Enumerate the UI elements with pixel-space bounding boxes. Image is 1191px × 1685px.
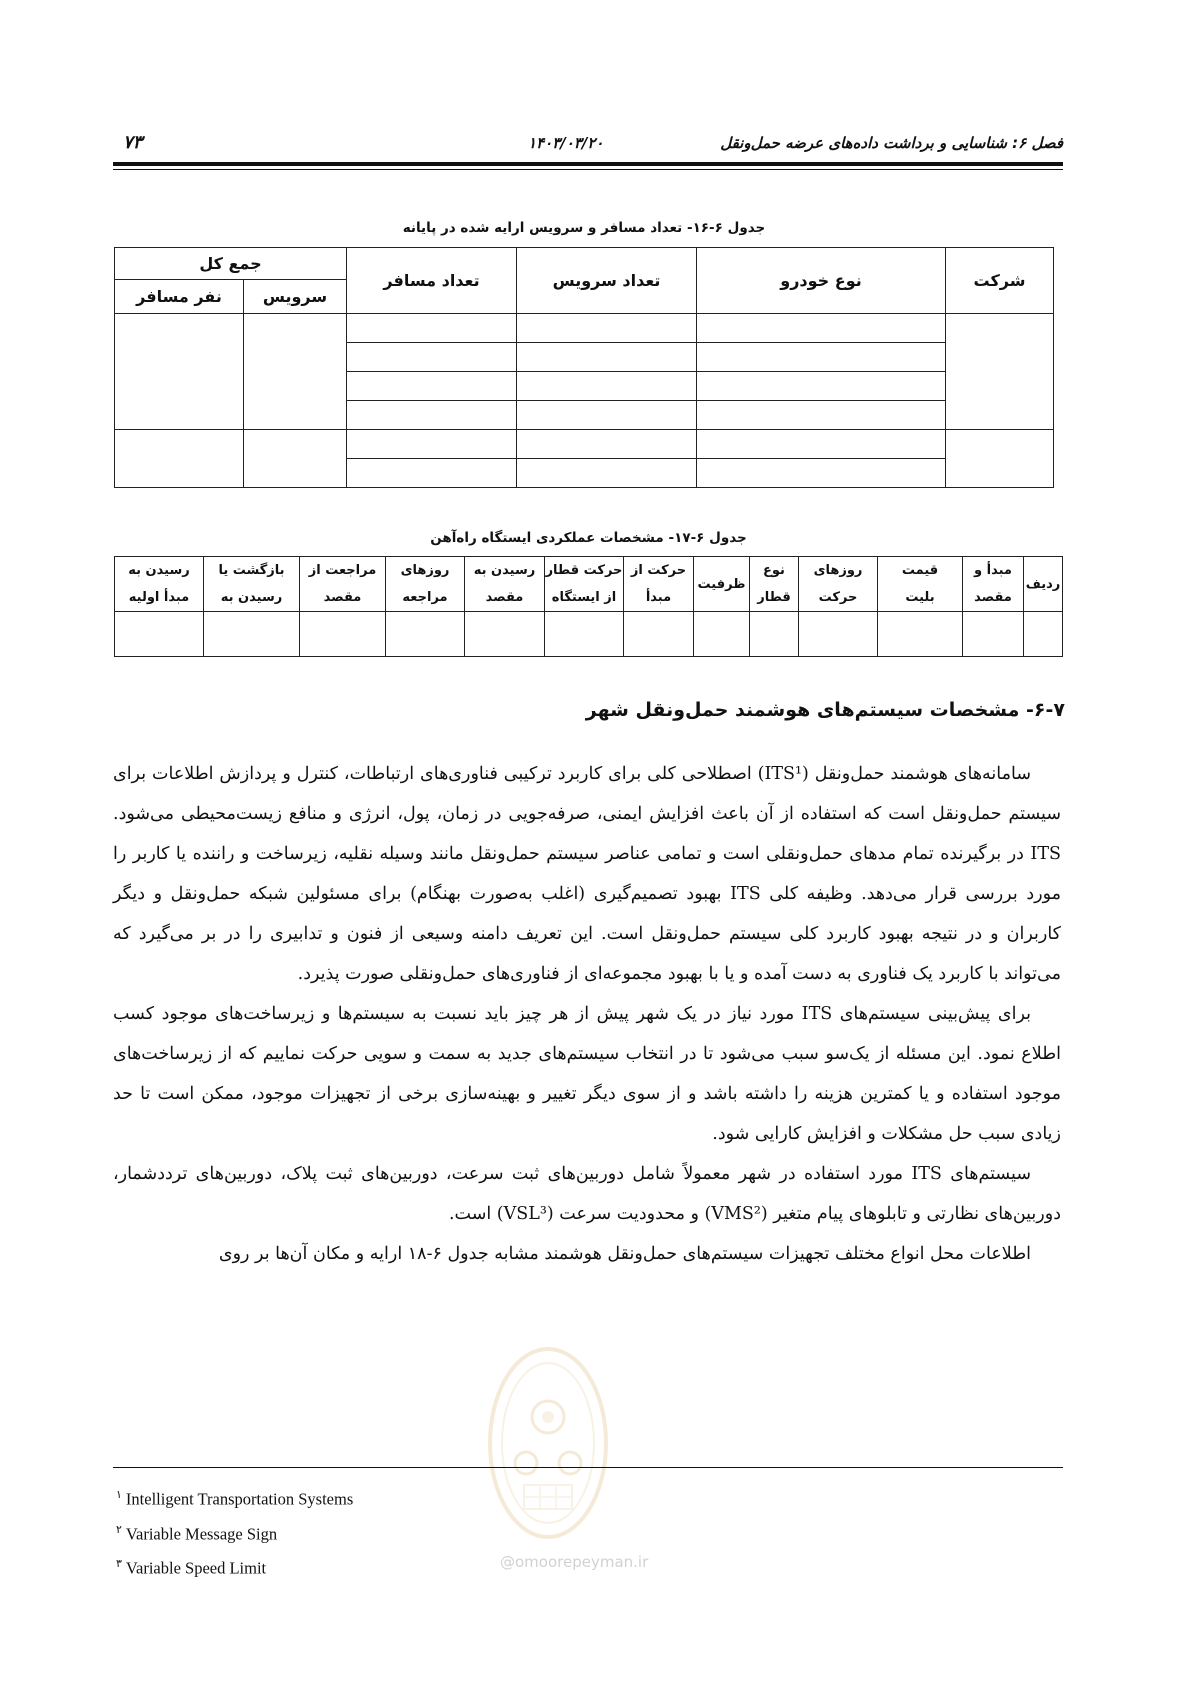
paragraph: اطلاعات محل انواع مختلف تجهیزات سیستم‌های حمل‌ونقل هوشمند مشابه جدول ۶-۱۸ ارایه و مکان آن‌ها بر روی [218, 1244, 1031, 1264]
table16-header-total-service: سرویس [244, 280, 347, 314]
table17-header-arrive-initial-origin: رسیدن به مبدأ اولیه [115, 557, 204, 612]
table-cell [465, 612, 545, 657]
table-cell [624, 612, 694, 657]
header-rule-thin [113, 169, 1063, 170]
table-cell [946, 314, 1054, 430]
table16-header-total-passenger: نفر مسافر [115, 280, 244, 314]
table17-header-return-days: روزهای مراجعه [386, 557, 465, 612]
table17 [114, 556, 1063, 657]
table-cell [204, 612, 300, 657]
table17-header-row: ردیف [1024, 557, 1063, 612]
header-rule-thick [113, 162, 1063, 166]
table-cell [244, 430, 347, 488]
table-cell [347, 430, 517, 459]
table-cell [545, 612, 624, 657]
page-header [113, 130, 1063, 156]
table17-header-ticket-price: قیمت بلیت [878, 557, 963, 612]
table16-header-vehicle-type: نوع خودرو [697, 248, 946, 314]
table-cell [115, 314, 244, 430]
table-cell [517, 401, 697, 430]
table-cell [115, 430, 244, 488]
table-cell [697, 401, 946, 430]
table-cell [517, 314, 697, 343]
table16-header-company: شرکت [946, 248, 1054, 314]
page-number: ۷۳ [123, 132, 143, 153]
table16 [114, 247, 1054, 488]
table-cell [694, 612, 750, 657]
watermark-site: @omoorepeyman.ir [500, 1553, 649, 1571]
footnotes [116, 1480, 353, 1584]
table17-header-travel-days: روزهای حرکت [799, 557, 878, 612]
chapter-title: فصل ۶: شناسایی و برداشت داده‌های عرضه حمل‌ونقل [720, 134, 1063, 152]
table-cell [244, 314, 347, 430]
table17-header-return-from-destination: مراجعت از مقصد [300, 557, 386, 612]
paragraph: سامانه‌های هوشمند حمل‌ونقل (ITS¹) اصطلاحی کلی برای کاربرد ترکیبی فناوری‌های ارتباطات، کنترل و پردازش اطلاعات برای سیستم حمل‌ونقل است که استفاده از آن باعث افزایش ایمنی، صرفه‌جویی در زمان، پول، انرژی و منافع زیست‌محیطی می‌شود. ITS در برگیرنده تمام مدهای حمل‌ونقلی است و تمامی عناصر سیستم حمل‌ونقل مانند وسیله نقلیه، زیرساخت و راننده یا کاربر را مورد بررسی قرار می‌دهد. وظیفه کلی ITS بهبود تصمیم‌گیری (اغلب به‌صورت بهنگام) برای مسئولین شبکه حمل‌ونقل و دیگر کاربران و در نتیجه بهبود کاربرد کلی سیستم حمل‌ونقل است. این تعریف دامنه وسیعی از فنون و تدابیری را در بر می‌گیرد که می‌تواند با کاربرد یک فناوری به دست آمده و یا با بهبود مجموعه‌ای از فناوری‌های حمل‌ونقلی صورت پذیرد. [113, 764, 1061, 984]
table16-caption: جدول ۶-۱۶- تعداد مسافر و سرویس ارایه شده در پایانه [402, 220, 766, 236]
table-cell [386, 612, 465, 657]
table-cell [946, 430, 1054, 488]
paragraph: برای پیش‌بینی سیستم‌های ITS مورد نیاز در یک شهر پیش از هر چیز باید نسبت به سیستم‌ها و زیرساخت‌های موجود کسب اطلاع نمود. این مسئله از یک‌سو سبب می‌شود تا در انتخاب سیستم‌های جدید به سمت و سویی حرکت نماییم که از زیرساخت‌های موجود استفاده و یا کمترین هزینه را داشته باشد و از سوی دیگر تغییر و بهینه‌سازی برخی از تجهیزات موجود، ممکن است تا حد زیادی سبب حل مشکلات و افزایش کارایی شود. [113, 1004, 1061, 1144]
table-cell [347, 372, 517, 401]
table-cell [347, 314, 517, 343]
table16-header-total: جمع کل [115, 248, 347, 280]
table17-caption: جدول ۶-۱۷- مشخصات عملکردی ایستگاه راه‌آهن [430, 530, 747, 546]
table-cell [347, 343, 517, 372]
table-cell [300, 612, 386, 657]
table17-header-return-arrival: بازگشت یا رسیدن به [204, 557, 300, 612]
table-cell [347, 401, 517, 430]
paragraph: سیستم‌های ITS مورد استفاده در شهر معمولاً شامل دوربین‌های ثبت سرعت، دوربین‌های ثبت پلاک، دوربین‌های ترددشمار، دوربین‌های نظارتی و تابلوهای پیام متغیر (VMS²) و محدودیت سرعت (VSL³) است. [113, 1164, 1061, 1224]
table17-header-origin-destination: مبدأ و مقصد [963, 557, 1024, 612]
table16-header-passenger-count: تعداد مسافر [347, 248, 517, 314]
table-cell [963, 612, 1024, 657]
table-cell [517, 430, 697, 459]
table-cell [878, 612, 963, 657]
watermark-logo [486, 1345, 610, 1545]
table-cell [750, 612, 799, 657]
table-cell [799, 612, 878, 657]
footnote: $^۲$ Variable Message Sign [116, 1523, 278, 1543]
section-title: ۶-۷- مشخصات سیستم‌های هوشمند حمل‌ونقل شهر [585, 699, 1065, 721]
table-cell [697, 459, 946, 488]
table-cell [115, 612, 204, 657]
table17-header-capacity: ظرفیت [694, 557, 750, 612]
table17-header-train-type: نوع قطار [750, 557, 799, 612]
footnote: $^۳$ Variable Speed Limit [116, 1558, 267, 1578]
table16-header-service-count: تعداد سرویس [517, 248, 697, 314]
table-cell [517, 459, 697, 488]
table-cell [697, 343, 946, 372]
section-body [113, 754, 1061, 1274]
table-cell [697, 372, 946, 401]
table17-header-depart-station: حرکت قطار از ایستگاه [545, 557, 624, 612]
table-cell [347, 459, 517, 488]
table17-header-depart-origin: حرکت از مبدأ [624, 557, 694, 612]
table-cell [697, 430, 946, 459]
header-date: ۱۴۰۳/۰۳/۲۰ [528, 134, 604, 152]
table-cell [517, 372, 697, 401]
table-cell [697, 314, 946, 343]
table-cell [1024, 612, 1063, 657]
footnote: $^۱$ Intelligent Transportation Systems [116, 1489, 354, 1509]
table-cell [517, 343, 697, 372]
table17-header-arrive-destination: رسیدن به مقصد [465, 557, 545, 612]
footnote-rule [113, 1467, 1063, 1468]
